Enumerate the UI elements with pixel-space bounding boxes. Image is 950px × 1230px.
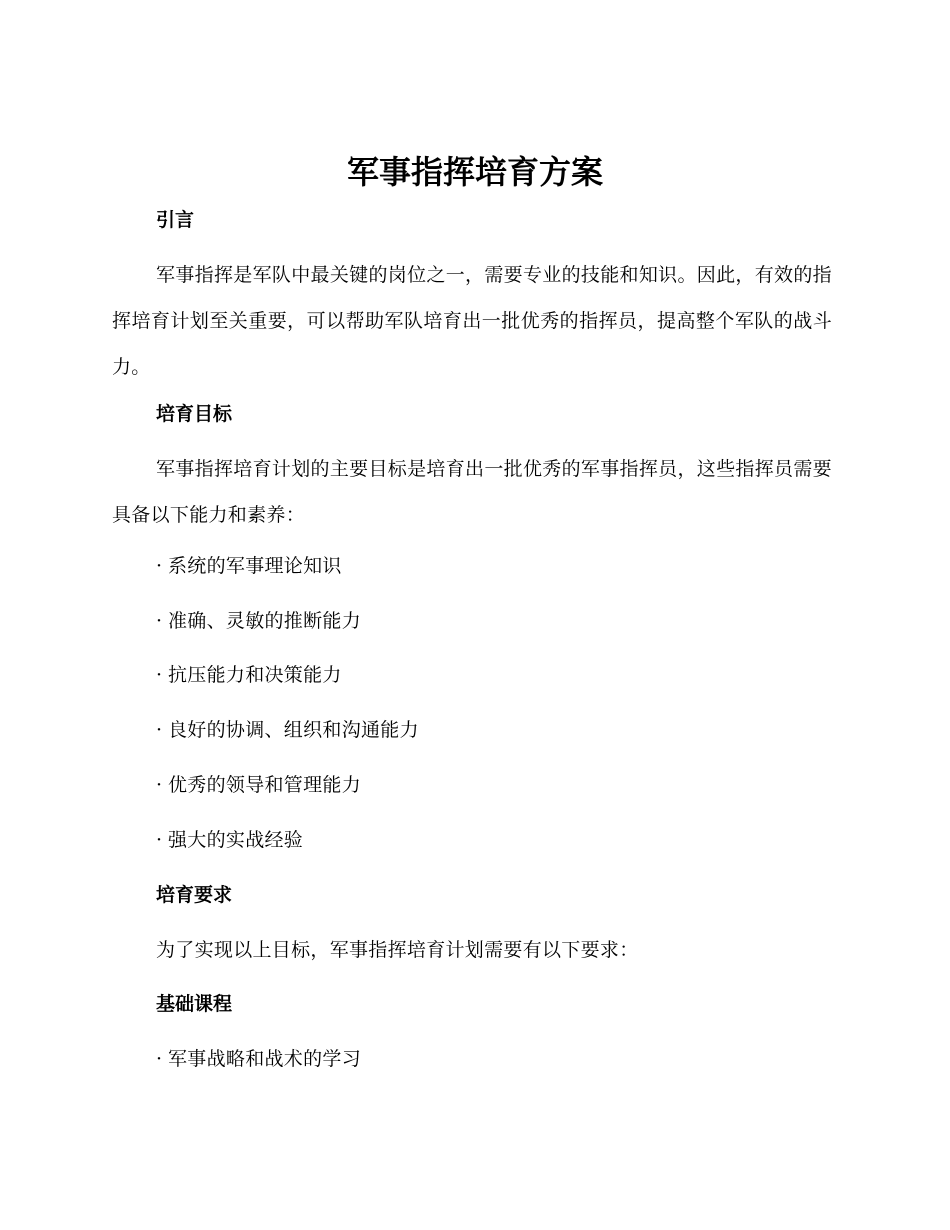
list-item-text: 强大的实战经验 <box>168 829 304 851</box>
bullet-icon: · <box>156 829 163 851</box>
list-item-text: 优秀的领导和管理能力 <box>168 774 362 796</box>
section-heading-goals: 培育目标 <box>156 403 233 425</box>
bullet-icon: · <box>156 719 163 741</box>
section-heading-intro: 引言 <box>156 209 195 231</box>
list-item <box>156 771 361 799</box>
list-item-text: 准确、灵敏的推断能力 <box>168 610 362 632</box>
list-item <box>156 716 419 744</box>
section-heading-requirements: 培育要求 <box>156 884 233 906</box>
list-item <box>156 661 342 689</box>
list-item-text: 军事战略和战术的学习 <box>168 1048 362 1070</box>
list-item <box>156 826 303 854</box>
bullet-icon: · <box>156 555 163 577</box>
list-item-text: 系统的军事理论知识 <box>168 555 342 577</box>
goals-paragraph: 军事指挥培育计划的主要目标是培育出一批优秀的军事指挥员，这些指挥员需要具备以下能力和素养： <box>112 458 832 526</box>
bullet-icon: · <box>156 664 163 686</box>
bullet-icon: · <box>156 1048 163 1070</box>
list-item-text: 良好的协调、组织和沟通能力 <box>168 719 419 741</box>
list-item-text: 抗压能力和决策能力 <box>168 664 342 686</box>
intro-paragraph: 军事指挥是军队中最关键的岗位之一，需要专业的技能和知识。因此，有效的指挥培育计划至关重要，可以帮助军队培育出一批优秀的指挥员，提高整个军队的战斗力。 <box>112 264 832 378</box>
bullet-icon: · <box>156 774 163 796</box>
document-title: 军事指挥培育方案 <box>346 153 603 191</box>
list-item <box>156 607 361 635</box>
requirements-paragraph: 为了实现以上目标，军事指挥培育计划需要有以下要求： <box>156 939 639 961</box>
list-item <box>156 1045 361 1073</box>
section-heading-basic-courses: 基础课程 <box>156 993 233 1015</box>
bullet-icon: · <box>156 610 163 632</box>
list-item <box>156 552 342 580</box>
